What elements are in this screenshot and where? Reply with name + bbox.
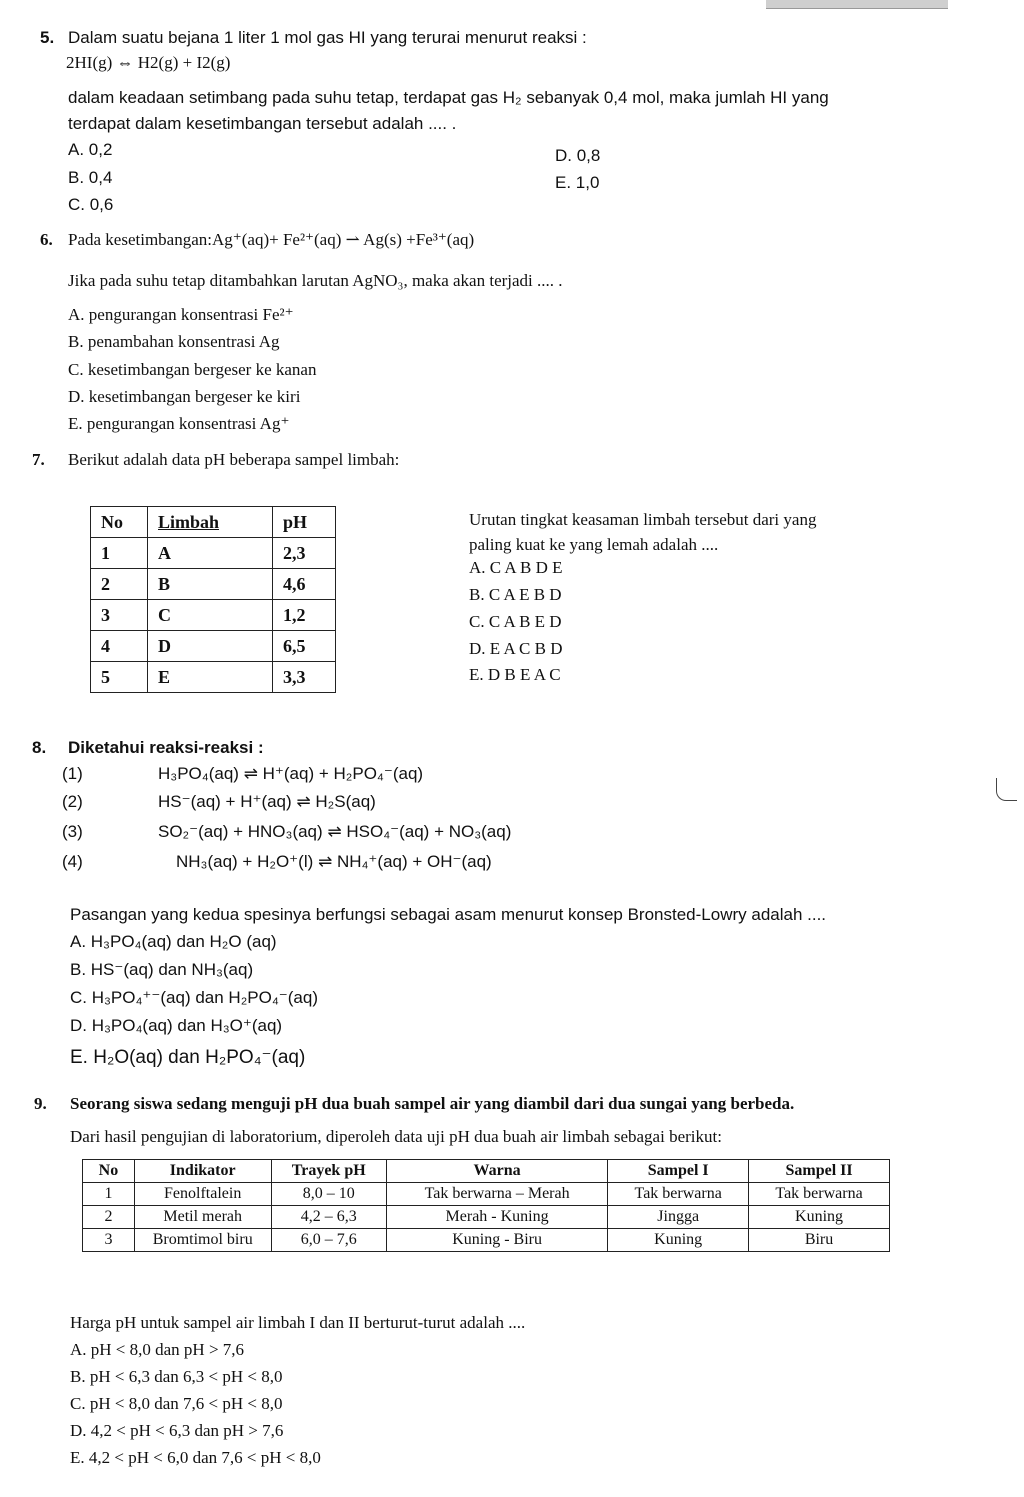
reaction-equation: H₃PO₄(aq) ⇌ H⁺(aq) + H₂PO₄⁻(aq) xyxy=(158,764,424,783)
option-d[interactable]: D. H₃PO₄(aq) dan H₃O⁺(aq) xyxy=(70,1016,283,1035)
option-d[interactable]: D. kesetimbangan bergeser ke kiri xyxy=(68,387,301,406)
option-e[interactable]: E. D B E A C xyxy=(469,665,561,684)
option-c[interactable]: C. pH < 8,0 dan 7,6 < pH < 8,0 xyxy=(70,1394,283,1413)
header-ph: pH xyxy=(273,507,336,538)
question-text-3: terdapat dalam kesetimbangan tersebut adalah .... . xyxy=(68,114,457,133)
option-a[interactable]: A. C A B D E xyxy=(469,558,563,577)
table-header-row xyxy=(83,1160,890,1183)
table-row xyxy=(83,1183,890,1206)
cell-limbah: C xyxy=(148,600,273,631)
question-text-2: Jika pada suhu tetap ditambahkan larutan AgNO₃, maka akan terjadi .... . xyxy=(68,271,563,290)
option-a[interactable]: A. pH < 8,0 dan pH > 7,6 xyxy=(70,1340,245,1359)
table-row xyxy=(91,631,336,662)
scan-corner-strip xyxy=(766,0,948,9)
cell-warna: Tak berwarna – Merah xyxy=(386,1183,607,1206)
table-row xyxy=(91,569,336,600)
header-sampel-1: Sampel I xyxy=(608,1160,749,1183)
option-b[interactable]: B. penambahan konsentrasi Ag xyxy=(68,332,280,351)
cell-no: 1 xyxy=(83,1183,135,1206)
reaction-label: (4) xyxy=(62,852,83,871)
cell-limbah: D xyxy=(148,631,273,662)
cell-no: 2 xyxy=(83,1206,135,1229)
cell-no: 4 xyxy=(91,631,148,662)
question-prompt: Urutan tingkat keasaman limbah tersebut dari yang xyxy=(469,510,817,529)
table-row xyxy=(91,600,336,631)
question-prompt-2: paling kuat ke yang lemah adalah .... xyxy=(469,535,719,554)
table-row xyxy=(91,538,336,569)
option-a[interactable]: A. 0,2 xyxy=(68,140,113,159)
option-e[interactable]: E. 1,0 xyxy=(555,173,600,192)
cell-indikator: Metil merah xyxy=(134,1206,271,1229)
question-number: 7. xyxy=(32,450,45,469)
option-c[interactable]: C. kesetimbangan bergeser ke kanan xyxy=(68,360,317,379)
cell-no: 3 xyxy=(83,1229,135,1252)
header-limbah: Limbah xyxy=(148,507,273,538)
cell-ph: 1,2 xyxy=(273,600,336,631)
reaction-equation: SO₂⁻(aq) + HNO₃(aq) ⇌ HSO₄⁻(aq) + NO₃(aq) xyxy=(158,822,512,841)
option-b[interactable]: B. pH < 6,3 dan 6,3 < pH < 8,0 xyxy=(70,1367,283,1386)
reaction-label: (2) xyxy=(62,792,83,811)
option-a[interactable]: A. pengurangan konsentrasi Fe²⁺ xyxy=(68,305,294,324)
option-e[interactable]: E. H₂O(aq) dan H₂PO₄⁻(aq) xyxy=(70,1047,306,1068)
header-warna: Warna xyxy=(386,1160,607,1183)
cell-sampel-1: Tak berwarna xyxy=(608,1183,749,1206)
cell-sampel-2: Kuning xyxy=(749,1206,890,1229)
header-no: No xyxy=(91,507,148,538)
cell-sampel-2: Tak berwarna xyxy=(749,1183,890,1206)
table-row xyxy=(91,662,336,693)
reaction-equation: 2HI(g) ⇔ H2(g) + I2(g) xyxy=(66,53,231,72)
question-prompt: Harga pH untuk sampel air limbah I dan II berturut-turut adalah .... xyxy=(70,1313,526,1332)
option-c[interactable]: C. 0,6 xyxy=(68,195,114,214)
cell-indikator: Bromtimol biru xyxy=(134,1229,271,1252)
option-b[interactable]: B. HS⁻(aq) dan NH₃(aq) xyxy=(70,960,254,979)
option-d[interactable]: D. 4,2 < pH < 6,3 dan pH > 7,6 xyxy=(70,1421,284,1440)
question-text: Dalam suatu bejana 1 liter 1 mol gas HI yang terurai menurut reaksi : xyxy=(68,28,587,47)
cell-trayek: 4,2 – 6,3 xyxy=(271,1206,386,1229)
question-text-2: Dari hasil pengujian di laboratorium, diperoleh data uji pH dua buah air limbah sebagai berikut: xyxy=(70,1127,722,1146)
option-e[interactable]: E. pengurangan konsentrasi Ag⁺ xyxy=(68,414,290,433)
cell-indikator: Fenolftalein xyxy=(134,1183,271,1206)
question-number: 6. xyxy=(40,230,53,249)
table-row xyxy=(83,1206,890,1229)
question-number: 9. xyxy=(34,1094,47,1113)
option-c[interactable]: C. H₃PO₄⁺⁻(aq) dan H₂PO₄⁻(aq) xyxy=(70,988,318,1007)
cell-warna: Merah - Kuning xyxy=(386,1206,607,1229)
cell-ph: 3,3 xyxy=(273,662,336,693)
question-number: 5. xyxy=(40,28,55,47)
cell-no: 1 xyxy=(91,538,148,569)
question-number: 8. xyxy=(32,738,47,757)
option-a[interactable]: A. H₃PO₄(aq) dan H₂O (aq) xyxy=(70,932,277,951)
option-d[interactable]: D. E A C B D xyxy=(469,639,563,658)
question-text: Seorang siswa sedang menguji pH dua buah sampel air yang diambil dari dua sungai yang berbeda. xyxy=(70,1094,795,1113)
header-indikator: Indikator xyxy=(134,1160,271,1183)
table-header-row xyxy=(91,507,336,538)
cell-trayek: 6,0 – 7,6 xyxy=(271,1229,386,1252)
option-d[interactable]: D. 0,8 xyxy=(555,146,601,165)
option-c[interactable]: C. C A B E D xyxy=(469,612,562,631)
question-text: Pada kesetimbangan:Ag⁺(aq)+ Fe²⁺(aq) ⇀ Ag(s) +Fe³⁺(aq) xyxy=(68,230,475,249)
option-e[interactable]: E. 4,2 < pH < 6,0 dan 7,6 < pH < 8,0 xyxy=(70,1448,321,1467)
reaction-equation: HS⁻(aq) + H⁺(aq) ⇌ H₂S(aq) xyxy=(158,792,376,811)
question-text: Diketahui reaksi-reaksi : xyxy=(68,738,264,757)
reaction-label: (1) xyxy=(62,764,83,783)
reaction-label: (3) xyxy=(62,822,83,841)
cell-limbah: A xyxy=(148,538,273,569)
cell-ph: 2,3 xyxy=(273,538,336,569)
header-no: No xyxy=(83,1160,135,1183)
table-row xyxy=(83,1229,890,1252)
cell-sampel-1: Kuning xyxy=(608,1229,749,1252)
question-prompt: Pasangan yang kedua spesinya berfungsi sebagai asam menurut konsep Bronsted-Lowry adalah .... xyxy=(70,905,827,924)
question-text-2: dalam keadaan setimbang pada suhu tetap, terdapat gas H₂ sebanyak 0,4 mol, maka jumlah HI yang xyxy=(68,88,829,107)
cell-warna: Kuning - Biru xyxy=(386,1229,607,1252)
header-sampel-2: Sampel II xyxy=(749,1160,890,1183)
cell-sampel-1: Jingga xyxy=(608,1206,749,1229)
cell-trayek: 8,0 – 10 xyxy=(271,1183,386,1206)
reaction-equation: NH₃(aq) + H₂O⁺(l) ⇌ NH₄⁺(aq) + OH⁻(aq) xyxy=(176,852,492,871)
cell-no: 5 xyxy=(91,662,148,693)
option-b[interactable]: B. 0,4 xyxy=(68,168,113,187)
ph-table xyxy=(90,506,336,693)
cell-no: 3 xyxy=(91,600,148,631)
option-b[interactable]: B. C A E B D xyxy=(469,585,562,604)
stray-mark xyxy=(996,778,1017,801)
question-text: Berikut adalah data pH beberapa sampel limbah: xyxy=(68,450,400,469)
cell-ph: 4,6 xyxy=(273,569,336,600)
cell-limbah: B xyxy=(148,569,273,600)
cell-ph: 6,5 xyxy=(273,631,336,662)
cell-sampel-2: Biru xyxy=(749,1229,890,1252)
indicator-table xyxy=(82,1159,890,1252)
cell-no: 2 xyxy=(91,569,148,600)
header-trayek: Trayek pH xyxy=(271,1160,386,1183)
cell-limbah: E xyxy=(148,662,273,693)
